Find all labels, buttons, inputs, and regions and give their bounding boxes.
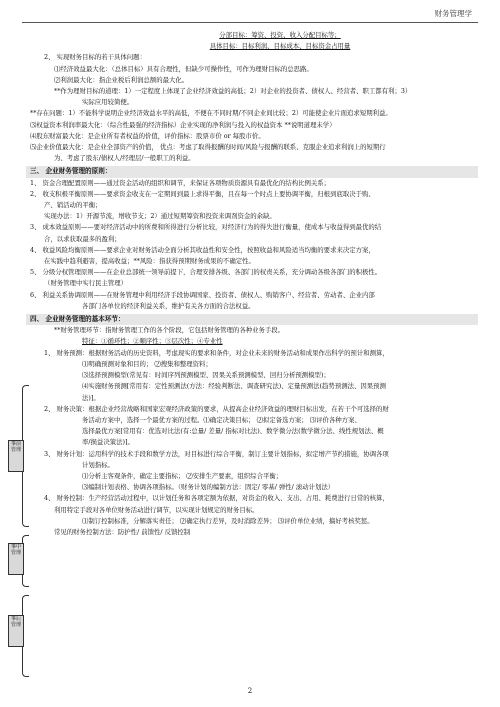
text-line: 4、 收益风险均衡原则——要求企业对财务活动全面分析其收益性和安全性，按照收益和风险适当均衡的要求来决定方案， (30, 245, 375, 254)
text-line: 务活动方案中，选择一个最优方案的过程。⑴确定决策目标； ⑵拟定备选方案； ⑶评价各种方案、 (82, 415, 361, 424)
text-line: 常见的财务控制方法：防护性/ 前馈性/ 反馈控制 (54, 527, 191, 536)
text-line: ⑶权益资本利润率最大化：（综合性最强的经济指标）企业实现的净利润与投入的权益资本 **说明道理未学） (30, 120, 336, 129)
text-line: 2、 实现财务目标的若干具体问题： (44, 53, 146, 62)
text-line-part: 具体目标：目标利润、目标成本、目标资金占用量 (209, 42, 351, 51)
running-header: 财务管理学 (434, 9, 472, 18)
header-rule (22, 22, 478, 23)
text-line: ⑴经济效益最大化：（总体目标）具有合理性，但缺少可操作性，可作为理财目标的总思路。 (54, 64, 313, 73)
text-line: 分部目标：筹资、投资、收入分配目标等； (219, 31, 341, 39)
text-line: ⑶选择预测模型(常见有：时间序列预测模型、因果关系预测模型、回归分析预测模型)； (82, 371, 330, 380)
side-label-post: 事后管理 (8, 615, 24, 647)
text-line: 2、 收支积极平衡原则——要求资金收支在一定期间到最上求得平衡，且在每一个时点上要协调平衡，归根到底取决于购、 (30, 189, 375, 198)
text-line: 计划指标。 (82, 460, 114, 469)
text-line: ⑵利润最大化：指企业税后利润总额的最大化。 (54, 75, 189, 84)
side-label-pre: 事前管理 (8, 440, 24, 472)
text-line-part: 特征：①循环性；②顺序性；③层次性；④专业性 (82, 337, 223, 346)
text-line: 在实践中趋利避害，提高收益；**风险：指获得预期财务成果的不确定性。 (44, 257, 255, 266)
document-body (30, 30, 478, 538)
text-line: 选择最优方案[常用有：优选对比法(有:总量/ 差量/ 指标对比法)、数学微分法(数学微分法、线性规划法、概 (82, 427, 384, 436)
page-number: 2 (247, 687, 253, 695)
text-line: 产、销活动的平衡； (44, 201, 102, 210)
text-line: ⑴分析主客观条件，确定主要指标； ⑵安排生产要素，组织综合平衡； (82, 471, 283, 480)
text-line: 6、 利益关系协调原则——在财务管理中利用经济手段协调国家、投资者、债权人、购销客户、经营者、劳动者、企业内部 (30, 290, 375, 299)
text-line: 法)]。 (82, 393, 100, 402)
text-line: **作为理财目标的道理：1）一定程度上体现了企业经济效益的高低；2）对企业的投资者、债权人、经营者、职工都有利；3） (54, 87, 412, 96)
text-line: 实际应用较简便。 (82, 98, 134, 107)
text-line: **财务管理环节：指财务管理工作的各个阶段，它包括财务管理的各种业务手段。 (54, 326, 285, 335)
text-line: ⑴制订控制标准，分解落实责任； ⑵确定执行差异，及时消除差异； ⑶评价单位业绩，搞好考核奖惩。 (82, 516, 374, 525)
text-line: ⑶编制计划表格、协调各项指标。（财务计划的编制方法：固定/ 零基/ 弹性/ 滚动计划法） (82, 483, 335, 492)
text-line: ⑸企业价值最大化：是企业全部资产的价值， 优点：考虑了取得报酬的时间/风险与报酬的联系、克服企业追求利润上的短期行 (30, 143, 386, 152)
text-line: 为、考虑了股东/债权人/经理层/一般职工的利益。 (54, 154, 195, 163)
side-label-mid: 事中管理 (8, 543, 24, 575)
section-heading: 四、 企业财务管理的基本环节： (26, 314, 478, 325)
text-line: 实现办法：1）开源节流，增收节支；2）通过短期筹资和投资来调剂资金的余缺。 (44, 212, 276, 221)
text-line: 利用特定手段对各单位财务活动进行调节，以实现计划规定的财务目标。 (54, 505, 259, 514)
text-line: 4、 财务控制：生产经营活动过程中，以计划任务和各项定额为依据，对资金的收入、支出、占用、耗费进行日常的核算， (44, 494, 389, 503)
text-line: 率/损益决策法)]。 (82, 438, 134, 447)
text-line: 1、 资金合理配置原则——通过资金活动的组织和调节，来保证各项物质资源具有最优化的结构比例关系； (30, 178, 331, 187)
text-line: 3、 成本效益原则——要对经济活动中的所费和所得进行分析比较，对经济行为的得失进行衡量，使成本与收益得到最优的结 (30, 223, 382, 232)
text-line: ⑷实施财务预测[常用有：定性预测法(方法：经验判断法、调查研究法)、定量预测法(趋势预测法、因果预测 (82, 382, 386, 391)
text-line: 5、 分级分权管理原则——在企业总部统一领导前提下，合理安排各级、各部门的权责关系，充分调动各级各部门的积极性。 (30, 268, 382, 277)
text-line: 1、 财务预测：根据财务活动的历史资料，考虑现实的要求和条件，对企业未来的财务活动和成果作出科学的预计和测算， (44, 348, 389, 357)
text-line: ⑴明确预测对象和目的； ⑵搜集和整理资料； (82, 359, 212, 368)
text-line: （财务管理中实行民主管理） (44, 279, 128, 288)
section-heading: 三、 企业财务管理的原则： (26, 166, 478, 177)
text-line: 合，以求获取最多的盈利； (44, 234, 121, 243)
text-line: ⑷股东财富最大化：是企业所有者权益的价值，评价指标：股票市价 or 每股市价。 (30, 131, 265, 140)
text-line: 各部门各单位的经济利益关系，维护有关各方面的合法权益。 (82, 301, 255, 310)
text-line (30, 336, 478, 347)
text-line (30, 41, 478, 52)
text-line: **存在问题：1）不能科学说明企业经济效益水平的高低，不便在不同时期/不同企业间比较；2）可能使企业片面追求短期利益。 (30, 109, 392, 118)
text-line: 3、 财务计划：运用科学的技术手段和数学方法，对目标进行综合平衡，制订主要计划指标，拟定增产节约措施，协调各项 (44, 449, 389, 458)
text-line: 2、 财务决策：根据企业经营战略和国家宏观经济政策的要求，从提高企业经济效益的理财目标出发，在若干个可选择的财 (44, 404, 389, 413)
